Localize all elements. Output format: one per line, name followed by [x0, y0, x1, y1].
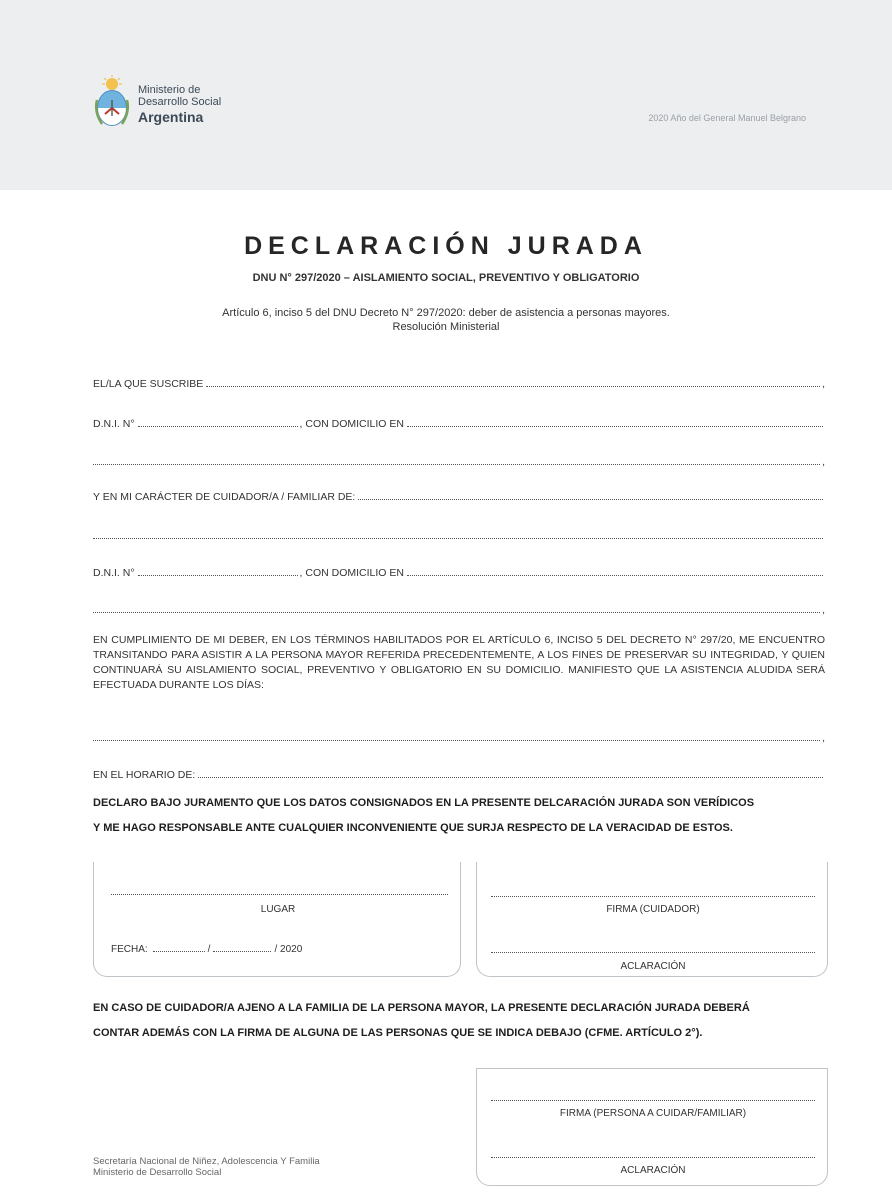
dni2-label: D.N.I. N°	[93, 567, 135, 579]
aclaracion-dotted-line[interactable]	[491, 952, 815, 953]
line-end-comma: ,	[822, 732, 825, 744]
field-dni-domicilio-1[interactable]	[93, 416, 825, 430]
fecha-row	[111, 944, 302, 955]
sworn-declaration	[93, 791, 833, 841]
place-date-box	[93, 862, 461, 977]
third-party-notice	[93, 996, 833, 1046]
line-end-comma: ,	[822, 378, 825, 390]
declaration-line-1: DECLARO BAJO JURAMENTO QUE LOS DATOS CONSIGNADOS EN LA PRESENTE DELCARACIÓN JURADA SON VERÍDICOS	[93, 797, 755, 809]
dni2-dotted-line[interactable]	[138, 575, 298, 576]
field-horario[interactable]	[93, 767, 825, 781]
domicilio2-label: , CON DOMICILIO EN	[299, 567, 404, 579]
notice-line-2: CONTAR ADEMÁS CON LA FIRMA DE ALGUNA DE LAS PERSONAS QUE SE INDICA DEBAJO (CFME. ARTÍCULO 2°).	[93, 1027, 703, 1039]
caracter-label: Y EN MI CARÁCTER DE CUIDADOR/A / FAMILIAR DE:	[93, 491, 356, 503]
logo-line-2: Desarrollo Social	[138, 96, 222, 108]
document-title: DECLARACIÓN JURADA	[244, 232, 648, 260]
field-caracter-cont[interactable]	[93, 528, 825, 542]
article-line-1: Artículo 6, inciso 5 del DNU Decreto N° 297/2020: deber de asistencia a personas mayores.	[222, 307, 670, 319]
declaration-line-2: Y ME HAGO RESPONSABLE ANTE CUALQUIER INCONVENIENTE QUE SURJA RESPECTO DE LA VERACIDAD DE ESTOS.	[93, 822, 733, 834]
lugar-caption: LUGAR	[260, 904, 296, 915]
ministry-logo	[92, 74, 232, 134]
document-subtitle: DNU N° 297/2020 – AISLAMIENTO SOCIAL, PREVENTIVO Y OBLIGATORIO	[252, 272, 640, 284]
footer-line-2: Ministerio de Desarrollo Social	[93, 1167, 222, 1178]
aclaracion-caption: ACLARACIÓN	[620, 961, 686, 972]
field-domicilio-2-cont[interactable]	[93, 602, 825, 616]
article-line-2: Resolución Ministerial	[392, 321, 500, 333]
aclaracion2-caption: ACLARACIÓN	[620, 1165, 686, 1176]
coat-of-arms-icon	[92, 74, 132, 130]
footer-line-1: Secretaría Nacional de Niñez, Adolescencia Y Familia	[93, 1156, 320, 1167]
domicilio2-cont-dotted-line[interactable]	[93, 612, 820, 613]
year-tagline: 2020 Año del General Manuel Belgrano	[648, 113, 806, 123]
domicilio1-label: , CON DOMICILIO EN	[299, 418, 404, 430]
fecha-day-dotted[interactable]	[153, 951, 205, 952]
logo-line-3: Argentina	[138, 109, 204, 125]
caregiver-signature-box	[476, 862, 828, 977]
fecha-label: FECHA:	[111, 944, 148, 955]
firma-persona-dotted-line[interactable]	[491, 1100, 815, 1101]
lugar-dotted-line[interactable]	[111, 894, 448, 895]
field-dni-domicilio-2[interactable]	[93, 565, 825, 579]
obligation-paragraph: EN CUMPLIMIENTO DE MI DEBER, EN LOS TÉRMINOS HABILITADOS POR EL ARTÍCULO 6, INCISO 5 DEL DECRETO N° 297/20, ME ENCUENTRO TRANSITANDO PARA ASISTIR A LA PERSONA MAYOR REFERIDA PRECEDENTEMENTE, A LOS FINES DE PRESERVAR SU INTEGRIDAD, Y QUIEN CONTINUARÁ SU AISLAMIENTO SOCIAL, PREVENTIVO Y OBLIGATORIO EN SU DOMICILIO. MANIFIESTO QUE LA ASISTENCIA ALUDIDA SERÁ EFECTUADA DURANTE LOS DÍAS:	[93, 634, 825, 691]
article-reference	[0, 306, 892, 334]
dni1-label: D.N.I. N°	[93, 418, 135, 430]
caracter-cont-dotted-line[interactable]	[93, 538, 823, 539]
domicilio2-dotted-line[interactable]	[407, 575, 823, 576]
field-suscribe[interactable]	[93, 376, 825, 390]
horario-label: EN EL HORARIO DE:	[93, 769, 196, 781]
domicilio1-cont-dotted-line[interactable]	[93, 464, 820, 465]
line-end-comma: ,	[822, 456, 825, 468]
person-signature-box	[476, 1068, 828, 1186]
domicilio1-dotted-line[interactable]	[407, 426, 823, 427]
caracter-dotted-line[interactable]	[358, 499, 823, 500]
fecha-month-dotted[interactable]	[213, 951, 271, 952]
dias-dotted-line[interactable]	[93, 740, 820, 741]
field-caracter[interactable]	[93, 489, 825, 503]
fecha-year: / 2020	[274, 944, 303, 955]
field-dias[interactable]	[93, 730, 825, 744]
horario-dotted-line[interactable]	[198, 777, 823, 778]
aclaracion2-dotted-line[interactable]	[491, 1157, 815, 1158]
logo-text	[138, 84, 221, 125]
field-domicilio-1-cont[interactable]	[93, 454, 825, 468]
firma-cuidador-dotted-line[interactable]	[491, 896, 815, 897]
suscribe-dotted-line[interactable]	[206, 386, 820, 387]
firma-persona-caption: FIRMA (PERSONA A CUIDAR/FAMILIAR)	[559, 1108, 747, 1119]
page-footer	[93, 1156, 320, 1178]
line-end-comma: ,	[822, 604, 825, 616]
page-header	[0, 0, 892, 190]
logo-line-1: Ministerio de	[138, 84, 201, 96]
dni1-dotted-line[interactable]	[138, 426, 298, 427]
notice-line-1: EN CASO DE CUIDADOR/A AJENO A LA FAMILIA DE LA PERSONA MAYOR, LA PRESENTE DECLARACIÓN JURADA DEBERÁ	[93, 1002, 750, 1014]
fecha-separator: /	[207, 944, 211, 955]
suscribe-label: EL/LA QUE SUSCRIBE	[93, 378, 204, 390]
firma-cuidador-caption: FIRMA (CUIDADOR)	[606, 904, 700, 915]
